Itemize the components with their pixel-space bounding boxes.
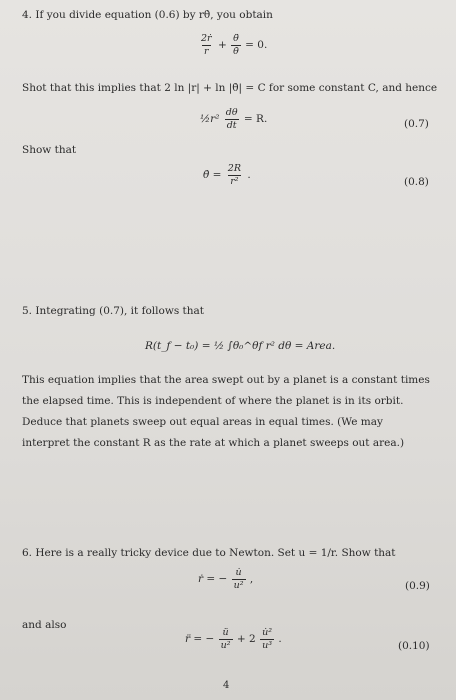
problem-6-intro: 6. Here is a really tricky device due to Newton. Set u = 1/r. Show that [22,547,396,559]
and-also-label: and also [22,619,67,631]
equation-number-0-9: (0.9) [405,580,430,592]
problem-5-paragraph: This equation implies that the area swept out by a planet is a constant times the elapsed time. This is independent of where the planet is in its orbit. Deduce that planets sweep out equal areas in equal times. (We may interpret the constant R as the rate at which a planet sweeps out area.) [22,374,430,449]
equation-0-8: θ̇ = $\frac{2R}{\text{r²}}$ . [203,163,251,187]
page-number: 4 [223,680,230,691]
equation-number-0-7: (0.7) [404,118,429,130]
fraction-thetaddot-over-thetadot: $\frac{\thetä}{\thetȧ}$ [233,33,239,57]
fraction-udot2-over-u3: $\frac{\text{u̇²}}{\text{u³}}$ [262,627,273,651]
fraction-2R-over-r2: $\frac{2R}{\text{r²}}$ [227,163,241,187]
equation-0-7: ½r² $\frac{d\theta}{dt}$ = R. [200,107,268,131]
fraction-udot-over-u2: $\frac{u̇}{\text{u²}}$ [233,567,244,591]
equation-number-0-10: (0.10) [398,640,430,652]
problem-5-intro: 5. Integrating (0.7), it follows that [22,305,205,317]
equation-0-10: r̈ = − $\frac{ü}{\text{u²}}$ + 2 $\frac{\text{u̇²}}{\text{u³}}$ . [185,627,282,651]
equation-divided: $\frac{\text{2ṙ}}{r}$ + $\frac{\thetä}{\thetȧ}$ = 0. [201,33,268,57]
integral-equation: R(t_f − t₀) = ½ ∫θ₀^θf r² dθ = Area. [145,340,336,352]
problem-4-intro: 4. If you divide equation (0.6) by rθ̇, you obtain [22,9,273,21]
equation-0-9: ṙ = − $\frac{u̇}{\text{u²}}$ , [198,567,254,591]
fraction-2rdot-over-r: $\frac{\text{2ṙ}}{r}$ [201,33,212,57]
equation-number-0-8: (0.8) [404,176,429,188]
show-that-label: Show that [22,144,77,156]
problem-4-show-statement: Shot that this implies that 2 ln |r| + ln |θ̇| = C for some constant C, and hence [22,82,438,94]
fraction-uddot-over-u2: $\frac{ü}{\text{u²}}$ [220,627,231,651]
fraction-dtheta-over-dt: $\frac{d\theta}{dt}$ [225,107,238,131]
